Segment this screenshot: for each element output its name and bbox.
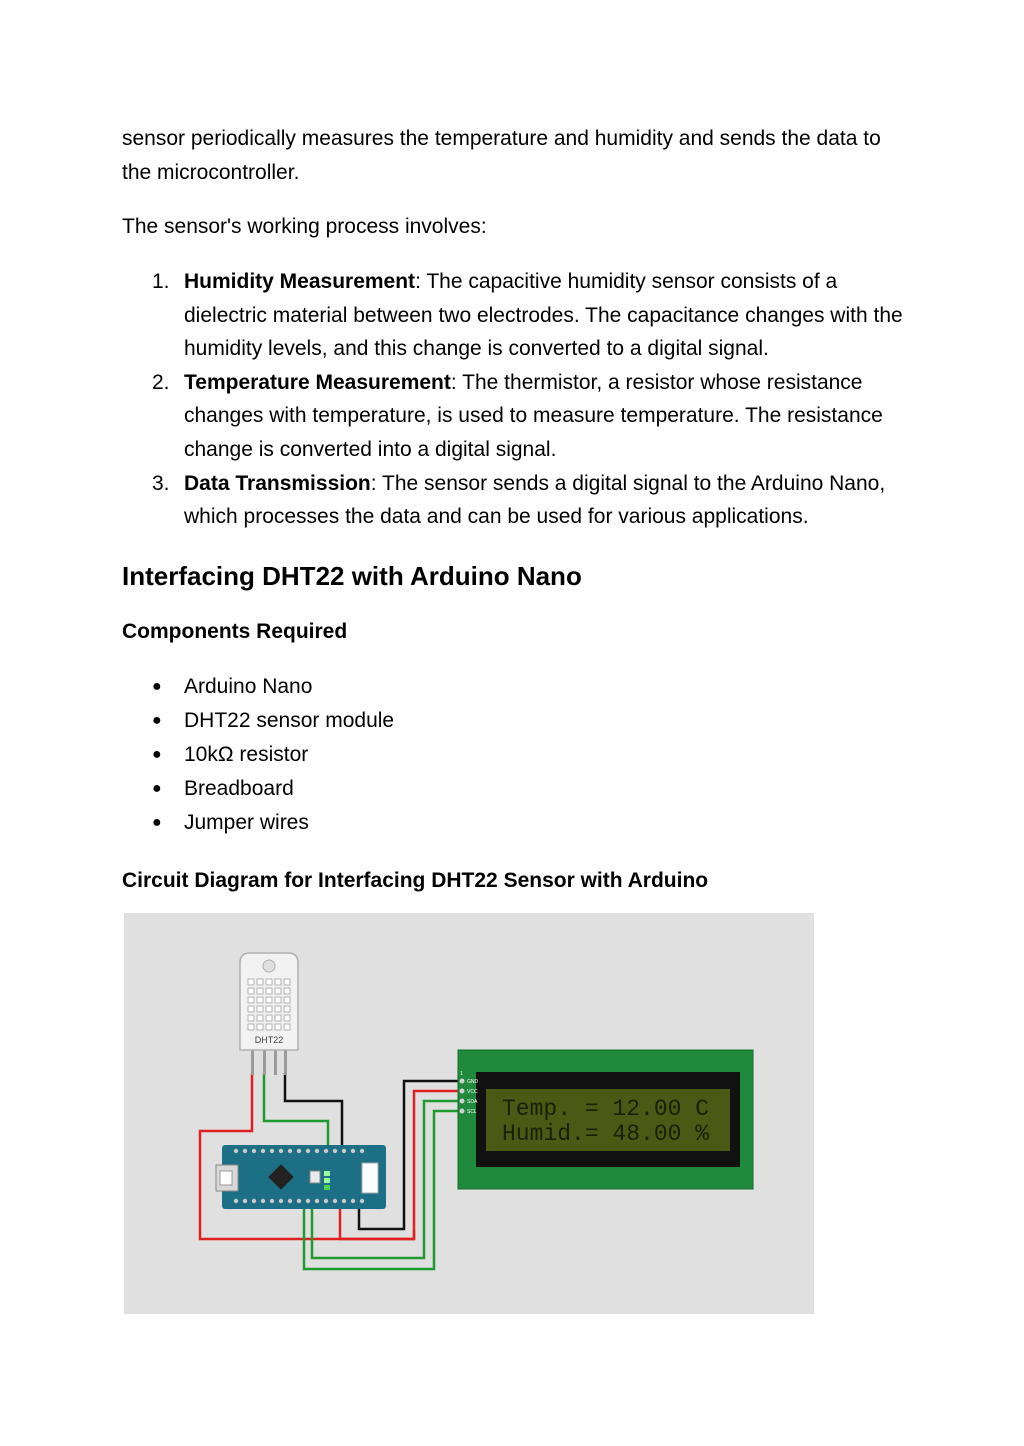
lcd-module [458, 1050, 753, 1189]
grille-slot [266, 988, 272, 994]
list-item [122, 772, 394, 806]
lcd-pin [460, 1079, 465, 1084]
sensor-leg [284, 1049, 287, 1075]
wire-sensor-gnd-black [285, 1073, 342, 1153]
header-pin [288, 1149, 292, 1153]
grille-slot [248, 1024, 254, 1030]
component-label: 10kΩ resistor [184, 743, 309, 766]
sensor-leg [274, 1049, 277, 1075]
grille-slot [257, 1015, 263, 1021]
grille-slot [275, 1015, 281, 1021]
bullet-icon: ● [152, 814, 162, 831]
lcd-pin-label-sda: SDA [467, 1099, 478, 1105]
grille-slot [266, 1006, 272, 1012]
step-term: Humidity Measurement [184, 270, 416, 293]
lcd-pin [460, 1109, 465, 1114]
section-heading: Interfacing DHT22 with Arduino Nano [122, 561, 582, 591]
step-text: : The sensor sends a digital signal to the Arduino Nano, which processes the data and can be used for various applications. [184, 471, 886, 529]
lcd-pin-label-vcc: VCC [467, 1089, 478, 1095]
grille-slot [284, 988, 290, 994]
header-pin [333, 1149, 337, 1153]
header-pin [279, 1149, 283, 1153]
grille-slot [266, 1015, 272, 1021]
grille-slot [248, 1015, 254, 1021]
grille-slot [275, 1024, 281, 1030]
process-steps-list [122, 265, 912, 534]
grille-slot [284, 1024, 290, 1030]
header-pin [261, 1199, 265, 1203]
circuit-diagram [124, 913, 814, 1314]
step-term: Temperature Measurement [184, 370, 451, 394]
header-pin [324, 1149, 328, 1153]
grille-slot [257, 979, 263, 985]
header-pin [342, 1149, 346, 1153]
header-pin [360, 1199, 364, 1203]
header-pin [342, 1199, 346, 1203]
header-pin [306, 1149, 310, 1153]
grille-slot [266, 997, 272, 1003]
icsp-header [362, 1163, 378, 1193]
usb-port [220, 1171, 232, 1185]
header-pin [270, 1149, 274, 1153]
header-pin [360, 1149, 364, 1153]
sensor-label: DHT22 [254, 1035, 284, 1045]
step-text: : The thermistor, a resistor whose resistance changes with temperature, is used to measure temperature. The resistance change is converted into a digital signal. [184, 370, 883, 461]
lcd-pin-label-gnd: GND [467, 1079, 479, 1085]
header-pin [351, 1149, 355, 1153]
lcd-pin [460, 1089, 465, 1094]
header-pins-bottom [234, 1199, 364, 1203]
header-pin [315, 1199, 319, 1203]
lcd-line-2: Humid.= 48.00 % [502, 1121, 710, 1147]
list-item [122, 704, 394, 738]
header-pin [324, 1199, 328, 1203]
sensor-hole [263, 960, 275, 972]
list-item [122, 366, 912, 467]
list-item [122, 265, 912, 366]
circuit-diagram-svg [124, 913, 814, 1314]
reset-button [310, 1171, 320, 1183]
grille-slot [266, 1024, 272, 1030]
bullet-icon: ● [152, 780, 162, 797]
step-term: Data Transmission [184, 471, 371, 495]
header-pin [252, 1149, 256, 1153]
header-pin [351, 1199, 355, 1203]
header-pin [297, 1199, 301, 1203]
grille-slot [257, 997, 263, 1003]
grille-slot [275, 997, 281, 1003]
list-item [122, 806, 394, 840]
wire-sensor-data-green [264, 1073, 328, 1153]
header-pin [234, 1199, 238, 1203]
grille-slot [275, 988, 281, 994]
step-text: : The capacitive humidity sensor consists of a dielectric material between two electrodes. The capacitance changes with the humidity levels, and this change is converted to a digital signal. [184, 270, 903, 361]
list-item [122, 738, 394, 772]
header-pin [333, 1199, 337, 1203]
list-item [122, 670, 394, 704]
step-number: 1. [152, 270, 170, 293]
dht22-sensor [240, 953, 298, 1075]
header-pin [243, 1149, 247, 1153]
circuit-heading: Circuit Diagram for Interfacing DHT22 Sensor with Arduino [122, 869, 709, 892]
step-number: 2. [152, 370, 170, 394]
header-pin [252, 1199, 256, 1203]
header-pin [297, 1149, 301, 1153]
bullet-icon: ● [152, 746, 162, 763]
grille-slot [275, 979, 281, 985]
header-pins-top [234, 1149, 364, 1153]
grille-slot [284, 997, 290, 1003]
process-intro: The sensor's working process involves: [122, 215, 487, 238]
lcd-pin-label-scl: SCL [467, 1109, 477, 1115]
header-pin [270, 1199, 274, 1203]
led [324, 1185, 330, 1190]
grille-slot [257, 1024, 263, 1030]
component-label: Jumper wires [184, 811, 309, 834]
sensor-leg [263, 1049, 266, 1075]
bullet-icon: ● [152, 678, 162, 695]
header-pin [261, 1149, 265, 1153]
grille-slot [257, 988, 263, 994]
header-pin [234, 1149, 238, 1153]
arduino-nano [216, 1145, 386, 1209]
header-pin [315, 1149, 319, 1153]
grille-slot [266, 979, 272, 985]
intro-paragraph: sensor periodically measures the temperature and humidity and sends the data to the microcontroller. [122, 127, 881, 184]
grille-slot [284, 1006, 290, 1012]
header-pin [306, 1199, 310, 1203]
components-list [122, 670, 394, 840]
grille-slot [248, 997, 254, 1003]
grille-slot [275, 1006, 281, 1012]
grille-slot [248, 1006, 254, 1012]
component-label: Breadboard [184, 777, 294, 800]
grille-slot [284, 979, 290, 985]
grille-slot [257, 1006, 263, 1012]
component-label: Arduino Nano [184, 675, 313, 698]
grille-slot [248, 988, 254, 994]
step-number: 3. [152, 471, 170, 495]
grille-slot [284, 1015, 290, 1021]
header-pin [279, 1199, 283, 1203]
header-pin [288, 1199, 292, 1203]
header-pin [243, 1199, 247, 1203]
lcd-pin [460, 1099, 465, 1104]
sensor-leg [251, 1049, 254, 1075]
lcd-pin1-marker: 1 [460, 1071, 463, 1077]
bullet-icon: ● [152, 712, 162, 729]
components-heading: Components Required [122, 620, 348, 643]
led [324, 1171, 330, 1176]
lcd-line-1: Temp. = 12.00 C [502, 1096, 710, 1122]
list-item [122, 467, 912, 534]
led [324, 1178, 330, 1183]
grille-slot [248, 979, 254, 985]
component-label: DHT22 sensor module [184, 709, 395, 732]
